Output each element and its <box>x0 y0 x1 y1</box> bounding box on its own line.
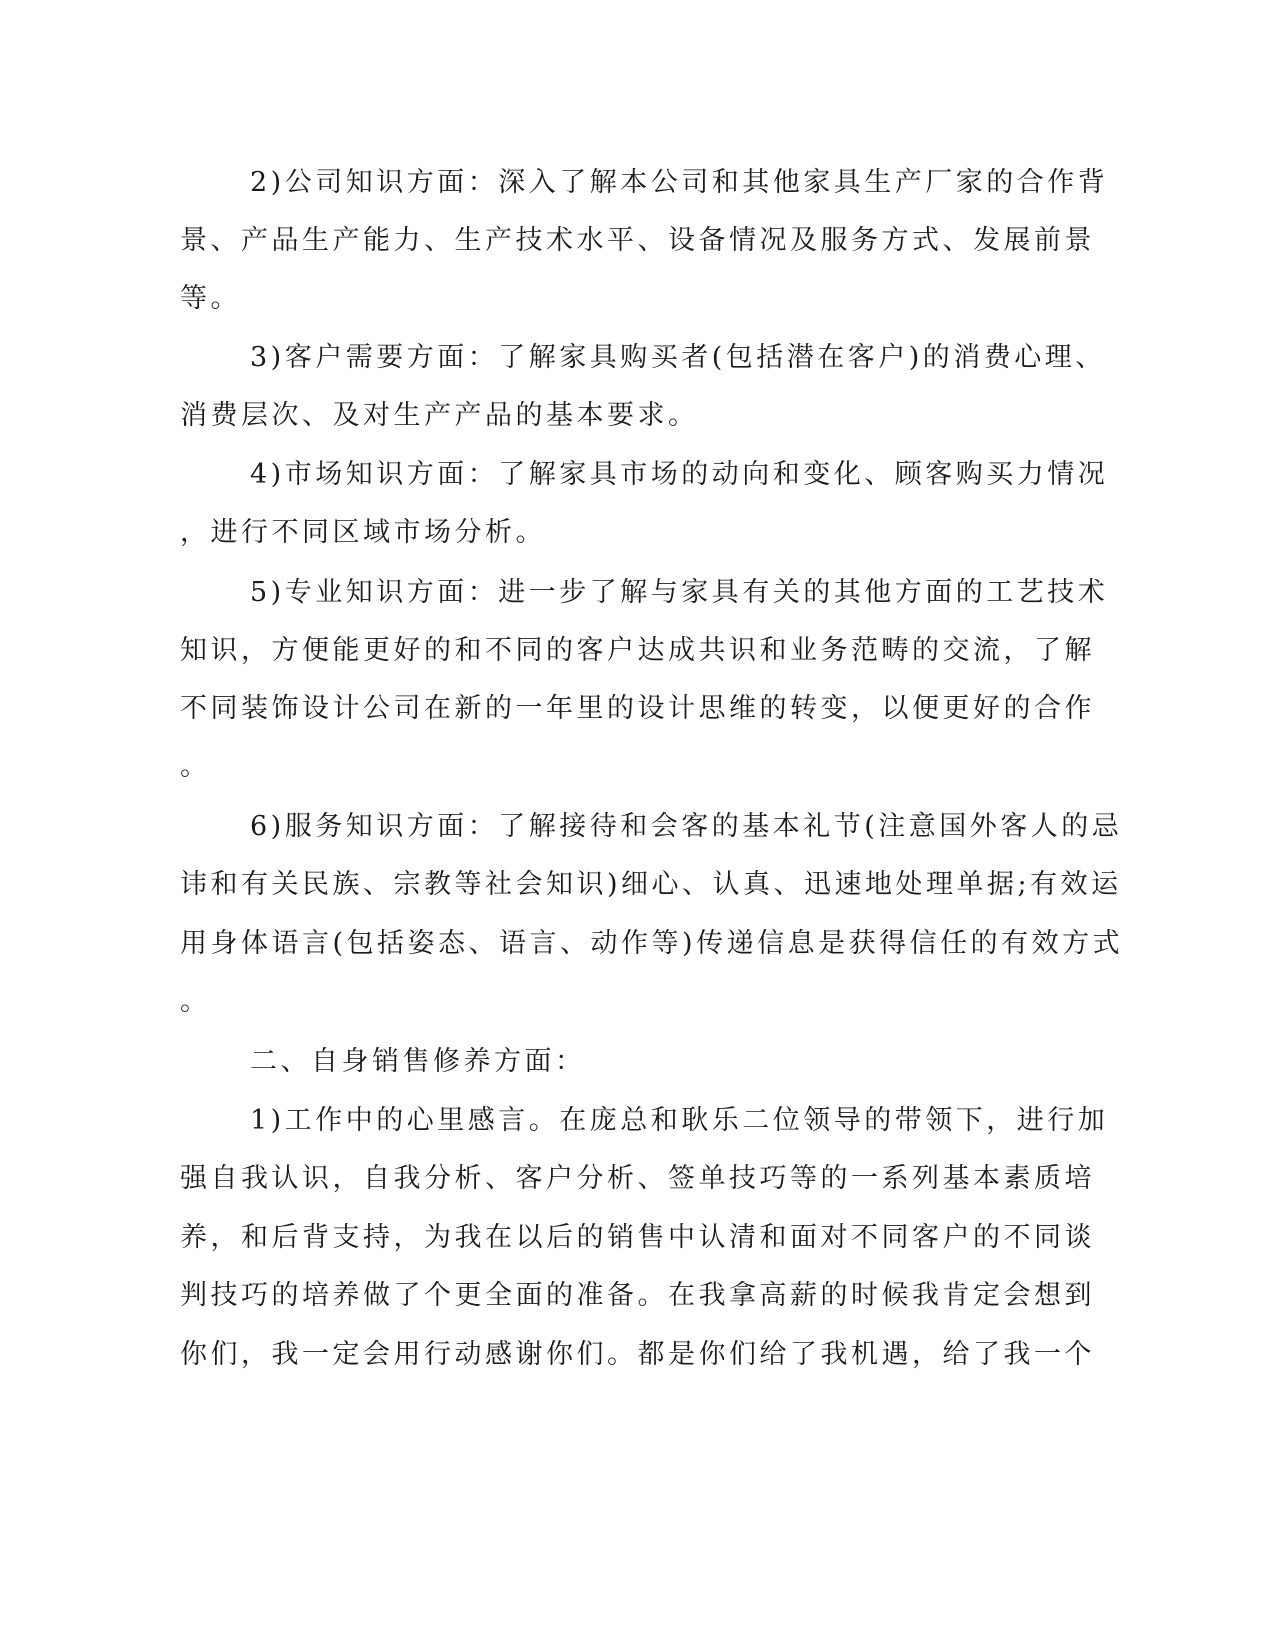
paragraph-market-knowledge-line-2: ，进行不同区域市场分析。 <box>180 517 546 548</box>
paragraph-company-knowledge-line-2: 景、产品生产能力、生产技术水平、设备情况及服务方式、发展前景 <box>180 225 1095 256</box>
paragraph-service-knowledge-line-4: 。 <box>180 986 211 1017</box>
paragraph-professional-knowledge-line-2: 知识，方便能更好的和不同的客户达成共识和业务范畴的交流，了解 <box>180 635 1095 666</box>
paragraph-customer-needs-line-2: 消费层次、及对生产产品的基本要求。 <box>180 400 699 431</box>
paragraph-company-knowledge-line-3: 等。 <box>180 283 241 314</box>
paragraph-professional-knowledge-line-3: 不同装饰设计公司在新的一年里的设计思维的转变，以便更好的合作 <box>180 693 1095 724</box>
paragraph-customer-needs-line-1: 3)客户需要方面：了解家具购买者(包括潜在客户)的消费心理、 <box>250 342 1106 373</box>
paragraph-service-knowledge-line-3: 用身体语言(包括姿态、语言、动作等)传递信息是获得信任的有效方式 <box>180 928 1124 959</box>
paragraph-professional-knowledge-line-4: 。 <box>180 751 211 782</box>
paragraph-work-reflection-line-4: 判技巧的培养做了个更全面的准备。在我拿高薪的时候我肯定会想到 <box>180 1280 1095 1311</box>
paragraph-work-reflection-line-5: 你们，我一定会用行动感谢你们。都是你们给了我机遇，给了我一个 <box>180 1339 1095 1370</box>
paragraph-professional-knowledge-line-1: 5)专业知识方面：进一步了解与家具有关的其他方面的工艺技术 <box>250 577 1109 608</box>
paragraph-work-reflection-line-1: 1)工作中的心里感言。在庞总和耿乐二位领导的带领下，进行加 <box>250 1105 1109 1136</box>
paragraph-service-knowledge-line-1: 6)服务知识方面：了解接待和会客的基本礼节(注意国外客人的忌 <box>250 811 1123 842</box>
paragraph-service-knowledge-line-2: 讳和有关民族、宗教等社会知识)细心、认真、迅速地处理单据;有效运 <box>180 869 1122 900</box>
paragraph-work-reflection-line-2: 强自我认识，自我分析、客户分析、签单技巧等的一系列基本素质培 <box>180 1163 1095 1194</box>
section-heading-sales-cultivation: 二、自身销售修养方面： <box>250 1046 586 1077</box>
paragraph-company-knowledge-line-1: 2)公司知识方面：深入了解本公司和其他家具生产厂家的合作背 <box>250 167 1109 198</box>
paragraph-market-knowledge-line-1: 4)市场知识方面：了解家具市场的动向和变化、顾客购买力情况 <box>250 459 1109 490</box>
paragraph-work-reflection-line-3: 养，和后背支持，为我在以后的销售中认清和面对不同客户的不同谈 <box>180 1222 1095 1253</box>
